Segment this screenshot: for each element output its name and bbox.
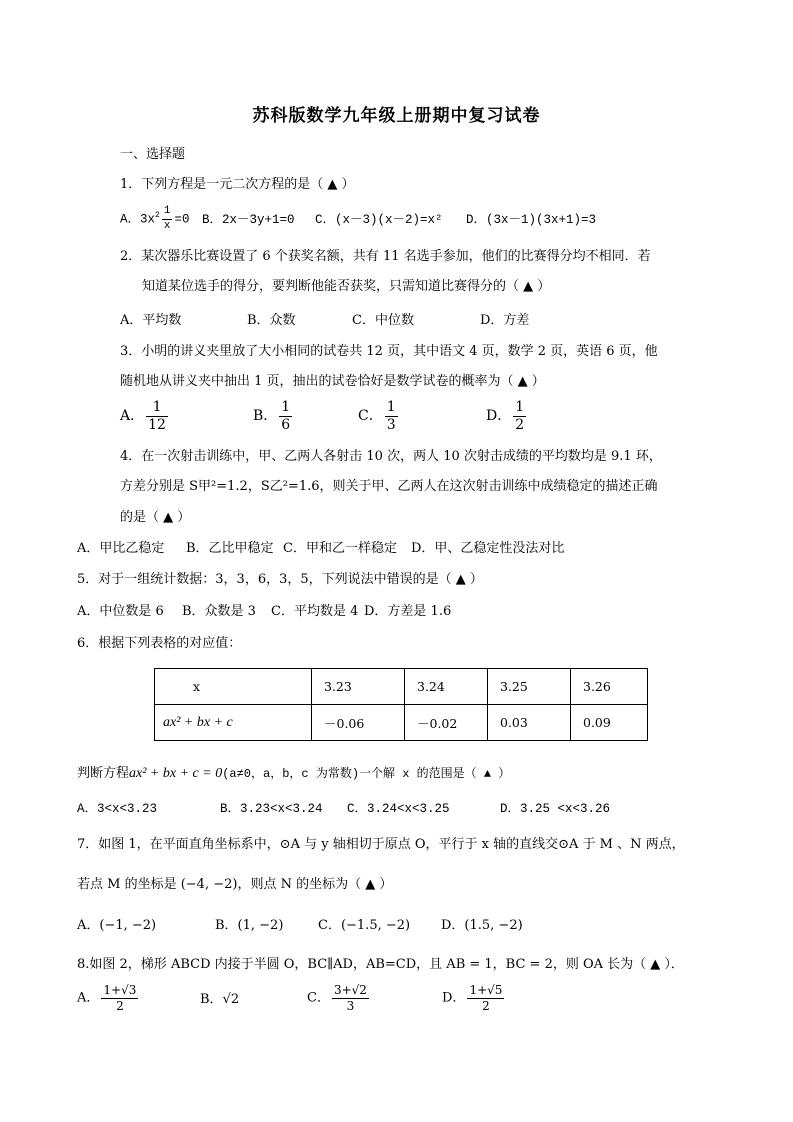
q2-line2: 知道某位选手的得分，要判断他能否获奖，只需知道比赛得分的（ ▲ ） — [142, 279, 551, 294]
q4-line2: 方差分别是 S甲²=1.2，S乙²=1.6，则关于甲、乙两人在这次射击训练中成绩稳定的描述正确 — [120, 479, 658, 494]
q1-a-den: x — [163, 219, 171, 232]
q5-option-b: B．众数是 3 — [182, 604, 256, 619]
q8-option-c — [307, 984, 371, 1012]
q7-option-a: A．(−1, −2) — [77, 918, 157, 933]
q2-option-b: B．众数 — [247, 313, 296, 328]
q1-option-b: B．2x－3y+1=0 — [202, 213, 295, 227]
q2-option-d: D．方差 — [480, 313, 530, 328]
q8-stem: 8.如图 2，梯形 ABCD 内接于半圆 O，BC∥AD，AB=CD，且 AB = 1，BC = 2，则 OA 长为（ ▲ ）． — [77, 957, 684, 972]
q7-option-b: B．(1, −2) — [215, 918, 284, 933]
q6-option-c: C．3.24<x<3.25 — [347, 802, 450, 816]
q8-d-label: D． — [442, 990, 466, 1006]
q8-c-num: 3+√2 — [333, 983, 367, 997]
q3-b-den: 6 — [281, 416, 291, 433]
q7-line1: 7．如图 1，在平面直角坐标系中，⊙A 与 y 轴相切于原点 O，平行于 x 轴的直线交⊙A 于 M 、N 两点， — [77, 837, 685, 852]
q3-option-b — [253, 400, 294, 432]
q7-option-d: D．(1.5, −2) — [441, 918, 523, 933]
q7-option-c: C．(−1.5, −2) — [318, 918, 411, 933]
table-cell: －0.02 — [405, 705, 488, 741]
table-cell: ax² + bx + c — [155, 705, 312, 741]
table-cell: －0.06 — [312, 705, 405, 741]
q1-option-c: C．(x－3)(x－2)=x² — [315, 213, 443, 227]
q3-a-num: 1 — [146, 400, 168, 417]
table-row — [155, 669, 648, 705]
q1-a-post: =0 — [174, 212, 190, 227]
q8-option-b — [200, 993, 239, 1006]
q8-d-den: 2 — [482, 998, 490, 1013]
table-cell: 0.09 — [571, 705, 648, 741]
q3-d-den: 2 — [515, 416, 525, 433]
q6-stem: 6．根据下列表格的对应值： — [77, 636, 242, 651]
q8-b-val: √2 — [222, 992, 240, 1007]
table-cell: 3.25 — [488, 669, 571, 705]
q2-option-c: C．中位数 — [352, 313, 414, 328]
q1-option-a: A．$3x^2$ $\frac{1}{x}$ =0 — [120, 205, 190, 232]
q4-option-b: B．乙比甲稳定 — [186, 541, 274, 556]
q6-judge-post: (a≠0，a，b，c 为常数)一个解 x 的范围是（ ▲ ） — [222, 767, 511, 781]
table-cell: 0.03 — [488, 705, 571, 741]
table-cell: 3.24 — [405, 669, 488, 705]
q6-option-b: B．3.23<x<3.24 — [220, 802, 323, 816]
q5-stem: 5．对于一组统计数据：3，3，6，3，5，下列说法中错误的是（ ▲ ） — [77, 572, 483, 587]
table-cell: 3.26 — [571, 669, 648, 705]
q7-line2: 若点 M 的坐标是 (−4, −2)，则点 N 的坐标为（ ▲ ） — [77, 877, 393, 892]
q4-line1: 4．在一次射击训练中，甲、乙两人各射击 10 次，两人 10 次射击成绩的平均数均是 9.1 环， — [120, 449, 662, 464]
q3-b-label: B． — [253, 408, 278, 425]
q8-option-a — [77, 984, 140, 1012]
q3-d-num: 1 — [515, 399, 525, 415]
q8-c-label: C． — [307, 990, 330, 1006]
q3-a-den: 12 — [148, 416, 166, 433]
q6-judge-eq: ax² + bx + c = 0 — [129, 766, 223, 781]
q1-a-pre: A．3x — [120, 212, 156, 227]
q3-option-c — [358, 400, 400, 432]
q8-d-num: 1+√5 — [469, 983, 503, 997]
q8-a-num: 1+√3 — [103, 983, 137, 997]
page-title: 苏科版数学九年级上册期中复习试卷 — [252, 106, 541, 126]
q3-c-label: C． — [358, 408, 383, 425]
q4-option-a: A．甲比乙稳定 — [77, 541, 165, 556]
q3-line1: 3．小明的讲义夹里放了大小相同的试卷共 12 页，其中语文 4 页，数学 2 页，英语 6 页，他 — [120, 344, 658, 359]
q5-option-a: A．中位数是 6 — [77, 604, 164, 619]
q2-option-a: A．平均数 — [120, 313, 182, 328]
q3-option-d — [486, 400, 528, 432]
q3-a-label: A． — [120, 408, 145, 425]
q8-b-label: B． — [200, 992, 223, 1007]
q6-judge — [77, 767, 510, 781]
q5-option-c: C．平均数是 4 — [271, 604, 359, 619]
table-row — [155, 705, 648, 741]
q3-c-den: 3 — [386, 416, 396, 433]
q1-a-num: 1 — [162, 206, 173, 220]
q6-option-a: A．3<x<3.23 — [77, 802, 158, 816]
q4-option-d: D．甲、乙稳定性没法对比 — [411, 541, 565, 556]
table-cell: x — [155, 669, 312, 705]
q5-option-d: D．方差是 1.6 — [364, 604, 452, 619]
q6-judge-pre: 判断方程 — [77, 766, 130, 781]
q3-line2: 随机地从讲义夹中抽出 1 页，抽出的试卷恰好是数学试卷的概率为（ ▲ ） — [120, 374, 545, 389]
q8-a-label: A． — [77, 990, 100, 1006]
value-table — [154, 668, 648, 741]
section-heading: 一、选择题 — [120, 147, 186, 162]
q3-d-label: D． — [486, 408, 512, 425]
q2-line1: 2．某次器乐比赛设置了 6 个获奖名额，共有 11 名选手参加，他们的比赛得分均不相同．若 — [120, 249, 651, 264]
q3-c-num: 1 — [386, 399, 396, 415]
q8-option-d — [442, 984, 506, 1012]
q1-option-d: D．(3x－1)(3x+1)=3 — [466, 213, 597, 227]
table-cell: 3.23 — [312, 669, 405, 705]
q3-b-num: 1 — [281, 399, 291, 415]
q3-option-a — [120, 400, 170, 432]
q6-option-d: D．3.25 <x<3.26 — [500, 802, 611, 816]
q8-a-den: 2 — [116, 998, 124, 1013]
q8-c-den: 3 — [346, 998, 355, 1013]
q4-line3: 的是（ ▲ ） — [120, 510, 191, 525]
q4-option-c: C．甲和乙一样稳定 — [283, 541, 397, 556]
q1-stem: 1．下列方程是一元二次方程的是（ ▲ ） — [120, 177, 355, 192]
